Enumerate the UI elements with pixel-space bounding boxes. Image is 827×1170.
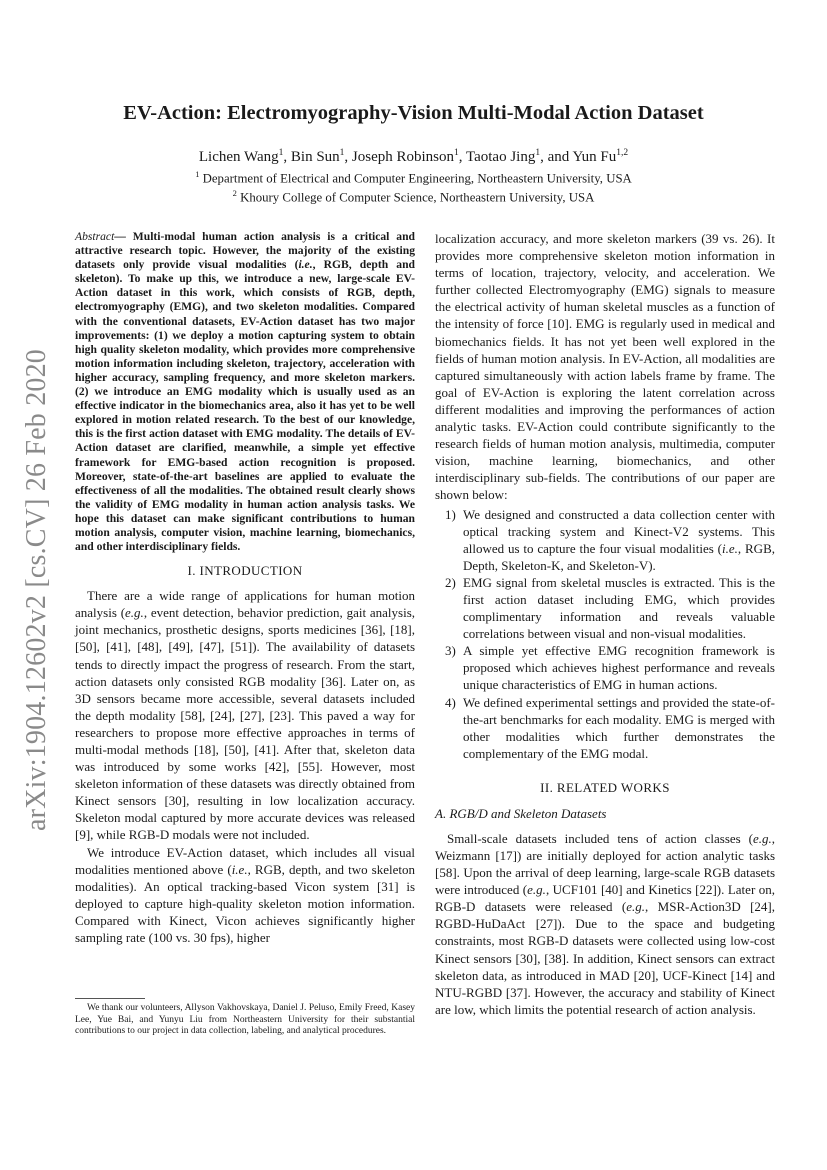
- author: Taotao Jing$^1$, and: [465, 148, 573, 165]
- author: Lichen Wang$^1$,: [198, 148, 291, 165]
- list-item: 3) A simple yet effective EMG recognition framework is proposed which achieves highest performance and reveals unique characteristics of EMG in human actions.: [445, 643, 775, 693]
- related-paragraph: Small-scale datasets included tens of action classes (e.g., Weizmann [17]) are initially deployed for action analytic tasks [58]. Upon the arrival of deep learning, large-scale RGB datasets were introduced (e.g., UCF101 [40] and Kinetics [22]). Later on, RGB-D datasets were released (e.g., MSR-Action3D [24], RGBD-HuDaAct [27]). Due to the space and budgeting constraints, most RGB-D datasets were collected using low-cost Kinect sensors [30], [38]. In addition, Kinect sensors can extract skeleton data, as introduced in MAD [20], UCF-Kinect [14] and NTU-RGBD [37]. However, the accuracy and stability of Kinect are low, which limits the potential research of action analysis.: [435, 830, 776, 1017]
- arxiv-id[interactable]: arXiv:1904.12602v2 [cs.CV] 26 Feb 2020: [21, 348, 52, 832]
- affiliation: $^2$ Khoury College of Computer Science, Northeastern University, USA: [232, 188, 595, 205]
- section-heading-related-works: II. RELATED WORKS: [540, 779, 670, 795]
- section-heading-introduction: I. INTRODUCTION: [187, 563, 303, 579]
- arxiv-stamp: [12, 348, 62, 832]
- contribution-list: [435, 506, 775, 762]
- intro-paragraph-continued: localization accuracy, and more skeleton markers (39 vs. 26). It provides more comprehensive skeleton motion information in terms of location, trajectory, velocity, and acceleration. We further collected Electromyography (EMG) signals to measure the electrical activity of human skeletal muscles as a function of the intensity of force [10]. EMG is regularly used in medical and biomechanics fields. It has not yet been well explored in the fields of human motion analysis. In EV-Action, all modalities are captured simultaneously with action labels frame by frame. The goal of EV-Action is exploring the latent correlation across different modalities and improving the performances of action analytic tasks. EV-Action could contribute significantly to the research fields of human motion analysis, multimedia, computer vision, machine learning, biomechanics, and other interdisciplinary sub-fields. The contributions of our paper are shown below:: [435, 231, 775, 503]
- author: Yun Fu$^{1,2}$: [572, 148, 629, 165]
- right-column: [435, 230, 775, 1018]
- intro-paragraph: We introduce EV-Action dataset, which includes all visual modalities mentioned above (i.e., RGB, depth, and two skeleton modalities). An optical tracking-based Vicon system [31] is deployed to capture high-quality skeleton motion information. Compared with Kinect, Vicon achieves significantly higher sampling rate (100 vs. 30 fps), higher: [75, 844, 415, 946]
- left-column: [75, 230, 415, 946]
- affiliation: $^1$ Department of Electrical and Computer Engineering, Northeastern University, USA: [195, 169, 632, 186]
- list-item: 1) We designed and constructed a data collection center with optical tracking system and Kinect-V2 systems. This allowed us to capture the four visual modalities (i.e., RGB, Depth, Skeleton-K, and Skeleton-V).: [445, 506, 775, 573]
- footnote-rule: [75, 998, 145, 999]
- paper-title: EV-Action: Electromyography-Vision Multi-Modal Action Dataset: [123, 102, 704, 124]
- author-list: [70, 148, 757, 166]
- list-item: 2) EMG signal from skeletal muscles is extracted. This is the first action dataset including EMG, which provides complimentary information and reveals valuable correlations between visual and non-visual modalities.: [445, 574, 775, 642]
- author: Bin Sun$^1$,: [290, 148, 352, 165]
- abstract: Abstract— Multi-modal human action analysis is a critical and attractive research topic. However, the majority of the existing datasets only provide visual modalities (i.e., RGB, depth and skeleton). To make up this, we introduce a new, large-scale EV-Action dataset in this work, which consists of RGB, depth, electromyography (EMG), and two skeleton modalities. Compared with the conventional datasets, EV-Action dataset has two major improvements: (1) we deploy a motion capturing system to obtain high quality skeleton modality, which provides more comprehensive motion information including skeleton, trajectory, acceleration with higher accuracy, sampling frequency, and more skeleton markers. (2) we introduce an EMG modality which is usually used as an effective indicator in the biomechanics area, also it has yet to be well explored in motion related research. To the best of our knowledge, this is the first action dataset with EMG modality. The details of EV-Action dataset are clarified, meanwhile, a simple yet effective framework for EMG-based action recognition is proposed. Moreover, state-of-the-art baselines are applied to evaluate the effectiveness of all the modalities. The obtained result clearly shows the validity of EMG modality in human action analysis tasks. We hope this dataset can make significant contributions to human motion analysis, computer vision, machine learning, biomechanics, and other interdisciplinary fields.: [75, 230, 415, 554]
- footnote: We thank our volunteers, Allyson Vakhovskaya, Daniel J. Peluso, Emily Freed, Kasey Lee, Yue Bai, and Yunyu Liu from Northeastern University for their substantial contributions to our project in data collection, labeling, and analytical procedures.: [75, 1003, 415, 1036]
- abstract-label: Abstract: [75, 230, 115, 243]
- intro-paragraph: There are a wide range of applications for human motion analysis (e.g., event detection, behavior prediction, gait analysis, joint mechanics, prosthetic designs, sports medicines [36], [18], [50], [41], [48], [49], [47], [51]). The availability of datasets tends to directly impact the progress of research. From the start, action datasets only consisted RGB modality [36]. Later on, as 3D sensors became more accessible, several datasets included the depth modality [58], [24], [27], [23]. This paved a way for researchers to propose more effective approaches in terms of multi-modal methods [18], [50], [41]. After that, skeleton data was introduced by some works [42], [55]. However, most skeleton information of these datasets was directly obtained from Kinect sensors [30], resulting in low localization accuracy. Skeleton modal captured by more accurate devices was released [9], while RGB-D modals were not included.: [75, 588, 416, 843]
- author: Joseph Robinson$^1$,: [351, 148, 466, 165]
- list-item: 4) We defined experimental settings and provided the state-of-the-art benchmarks for each modality. EMG is merged with other modalities which further demonstrates the complementary of the EMG modal.: [445, 694, 775, 761]
- subsection-heading: A. RGB/D and Skeleton Datasets: [435, 805, 607, 821]
